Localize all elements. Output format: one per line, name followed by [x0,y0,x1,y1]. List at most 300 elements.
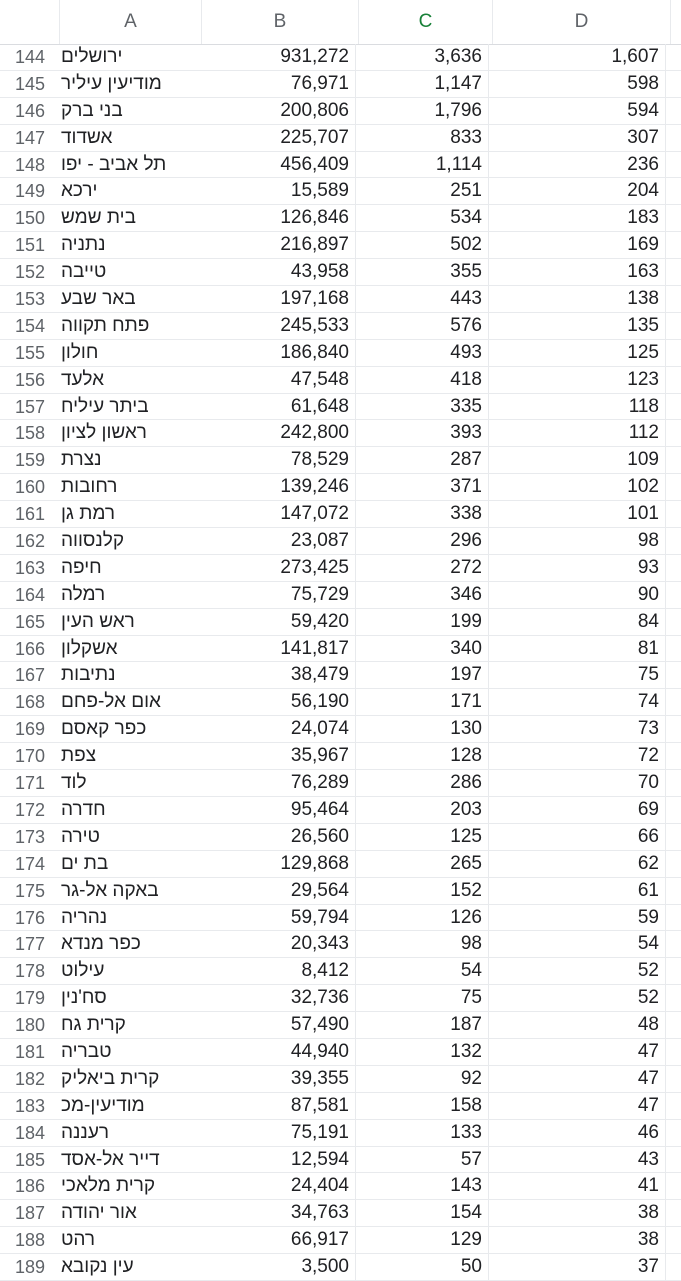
cell-c[interactable]: 187 [356,1012,489,1038]
row-number[interactable]: 175 [15,880,46,901]
cell-d[interactable]: 47 [489,1066,666,1092]
cell-c[interactable]: 346 [356,582,489,608]
row-number[interactable]: 183 [15,1095,46,1116]
cell-d[interactable]: 41 [489,1173,666,1199]
cell-e[interactable] [666,1120,681,1146]
cell-c[interactable]: 576 [356,313,489,339]
cell-c[interactable]: 203 [356,797,489,823]
cell-a[interactable]: קרית מלאכי [61,1175,156,1197]
cell-e[interactable] [666,985,681,1011]
cell-b[interactable]: 216,897 [200,232,356,258]
cell-a[interactable]: אשדוד [61,126,113,148]
cell-a[interactable]: ירכא [61,180,98,202]
cell-e[interactable] [666,662,681,688]
cell-e[interactable] [666,1200,681,1226]
cell-d[interactable]: 307 [489,125,666,151]
cell-a[interactable]: ראש העין [61,610,135,632]
cell-e[interactable] [666,205,681,231]
cell-d[interactable]: 61 [489,878,666,904]
cell-e[interactable] [666,71,681,97]
cell-b[interactable]: 66,917 [200,1227,356,1253]
cell-e[interactable] [666,178,681,204]
cell-b[interactable]: 57,490 [200,1012,356,1038]
cell-b[interactable]: 12,594 [200,1147,356,1173]
cell-d[interactable]: 66 [489,824,666,850]
cell-a[interactable]: כפר קאסם [61,718,147,740]
cell-a[interactable]: קרית גח [61,1014,126,1036]
cell-b[interactable]: 26,560 [200,824,356,850]
row-number[interactable]: 152 [15,262,46,283]
cell-b[interactable]: 76,971 [200,71,356,97]
cell-e[interactable] [666,555,681,581]
cell-c[interactable]: 130 [356,716,489,742]
row-number[interactable]: 146 [15,100,46,121]
cell-b[interactable]: 186,840 [200,340,356,366]
cell-a[interactable]: מודיעין-מכ [61,1094,145,1116]
table-row [0,689,681,716]
table-row [0,125,681,152]
cell-c[interactable]: 125 [356,824,489,850]
table-row [0,152,681,179]
row-number[interactable]: 174 [15,853,46,874]
cell-c[interactable]: 158 [356,1093,489,1119]
cell-b[interactable]: 197,168 [200,286,356,312]
cell-c[interactable]: 54 [356,958,489,984]
cell-d[interactable]: 47 [489,1039,666,1065]
cell-d[interactable]: 74 [489,689,666,715]
column-header-a[interactable]: A [60,0,202,44]
row-number[interactable]: 180 [15,1015,46,1036]
cell-a[interactable]: ביתר עיליח [61,395,149,417]
cell-d[interactable]: 98 [489,528,666,554]
cell-e[interactable] [666,1173,681,1199]
cell-d[interactable]: 37 [489,1254,666,1280]
cell-c[interactable]: 493 [356,340,489,366]
cell-b[interactable]: 8,412 [200,958,356,984]
cell-e[interactable] [666,878,681,904]
cell-c[interactable]: 286 [356,770,489,796]
cell-a[interactable]: רהט [61,1229,96,1251]
cell-d[interactable]: 47 [489,1093,666,1119]
cell-c[interactable]: 1,796 [356,98,489,124]
cell-b[interactable]: 129,868 [200,851,356,877]
cell-e[interactable] [666,636,681,662]
cell-a[interactable]: מודיעין עיליר [61,72,162,94]
cell-e[interactable] [666,152,681,178]
cell-a[interactable]: באקה אל-גר [61,879,159,901]
row-number[interactable]: 188 [15,1230,46,1251]
cell-e[interactable] [666,1066,681,1092]
cell-d[interactable]: 54 [489,931,666,957]
cell-a[interactable]: חיפה [61,556,102,578]
cell-b[interactable]: 61,648 [200,394,356,420]
cell-e[interactable] [666,689,681,715]
cell-d[interactable]: 43 [489,1147,666,1173]
column-header-bar [0,0,681,45]
cell-d[interactable]: 84 [489,609,666,635]
row-number[interactable]: 168 [15,692,46,713]
cell-b[interactable]: 39,355 [200,1066,356,1092]
cell-b[interactable]: 3,500 [200,1254,356,1280]
cell-b[interactable]: 47,548 [200,367,356,393]
cell-e[interactable] [666,98,681,124]
row-number[interactable]: 184 [15,1122,46,1143]
cell-b[interactable]: 34,763 [200,1200,356,1226]
cell-e[interactable] [666,582,681,608]
row-number[interactable]: 151 [15,235,46,256]
row-number[interactable]: 159 [15,450,46,471]
cell-b[interactable]: 20,343 [200,931,356,957]
cell-d[interactable]: 52 [489,985,666,1011]
row-number[interactable]: 147 [15,127,46,148]
row-number[interactable]: 177 [15,934,46,955]
cell-b[interactable]: 87,581 [200,1093,356,1119]
cell-c[interactable]: 143 [356,1173,489,1199]
table-row [0,1254,681,1281]
cell-a[interactable]: רחובות [61,476,118,498]
row-number[interactable]: 173 [15,826,46,847]
cell-d[interactable]: 112 [489,420,666,446]
cell-c[interactable]: 171 [356,689,489,715]
row-number[interactable]: 150 [15,208,46,229]
cell-d[interactable]: 169 [489,232,666,258]
cell-c[interactable]: 75 [356,985,489,1011]
cell-c[interactable]: 132 [356,1039,489,1065]
cell-c[interactable]: 340 [356,636,489,662]
row-number[interactable]: 189 [15,1257,46,1278]
cell-c[interactable]: 418 [356,367,489,393]
cell-a[interactable]: ראשון לציון [61,422,147,444]
cell-b[interactable]: 24,074 [200,716,356,742]
cell-b[interactable]: 35,967 [200,743,356,769]
cell-e[interactable] [666,1039,681,1065]
cell-a[interactable]: תל אביב - יפו [61,153,167,175]
cell-c[interactable]: 199 [356,609,489,635]
cell-c[interactable]: 1,147 [356,71,489,97]
cell-d[interactable]: 38 [489,1227,666,1253]
cell-b[interactable]: 273,425 [200,555,356,581]
row-number[interactable]: 156 [15,369,46,390]
cell-d[interactable]: 75 [489,662,666,688]
cell-c[interactable]: 128 [356,743,489,769]
cell-e[interactable] [666,851,681,877]
cell-c[interactable]: 335 [356,394,489,420]
cell-e[interactable] [666,447,681,473]
cell-c[interactable]: 98 [356,931,489,957]
cell-b[interactable]: 75,191 [200,1120,356,1146]
cell-d[interactable]: 236 [489,152,666,178]
cell-d[interactable]: 123 [489,367,666,393]
cell-e[interactable] [666,1227,681,1253]
table-row [0,582,681,609]
table-row [0,44,681,71]
cell-b[interactable]: 245,533 [200,313,356,339]
cell-e[interactable] [666,743,681,769]
cell-b[interactable]: 76,289 [200,770,356,796]
cell-b[interactable]: 29,564 [200,878,356,904]
row-number[interactable]: 179 [15,988,46,1009]
cell-b[interactable]: 141,817 [200,636,356,662]
cell-d[interactable]: 598 [489,71,666,97]
cell-e[interactable] [666,931,681,957]
row-number[interactable]: 167 [15,665,46,686]
row-number[interactable]: 148 [15,154,46,175]
table-row [0,259,681,286]
cell-d[interactable]: 62 [489,851,666,877]
column-header-c[interactable]: C [359,0,493,44]
cell-d[interactable]: 118 [489,394,666,420]
cell-d[interactable]: 38 [489,1200,666,1226]
cell-b[interactable]: 147,072 [200,501,356,527]
row-number[interactable]: 161 [15,504,46,525]
table-row [0,662,681,689]
cell-a[interactable]: צפת [61,745,97,767]
cell-a[interactable]: אום אל-פחם [61,691,161,713]
cell-d[interactable]: 102 [489,474,666,500]
cell-b[interactable]: 78,529 [200,447,356,473]
cell-a[interactable]: ירושלים [61,46,123,67]
cell-e[interactable] [666,420,681,446]
cell-e[interactable] [666,501,681,527]
cell-e[interactable] [666,367,681,393]
table-row [0,1200,681,1227]
cell-c[interactable]: 154 [356,1200,489,1226]
cell-b[interactable]: 59,420 [200,609,356,635]
cell-c[interactable]: 355 [356,259,489,285]
cell-a[interactable]: עילוט [61,960,105,982]
cell-d[interactable]: 72 [489,743,666,769]
cell-d[interactable]: 52 [489,958,666,984]
cell-e[interactable] [666,905,681,931]
table-row [0,1120,681,1147]
cell-e[interactable] [666,609,681,635]
cell-d[interactable]: 163 [489,259,666,285]
row-number[interactable]: 166 [15,638,46,659]
cell-d[interactable]: 46 [489,1120,666,1146]
cell-b[interactable]: 225,707 [200,125,356,151]
cell-b[interactable]: 32,736 [200,985,356,1011]
cell-b[interactable]: 43,958 [200,259,356,285]
select-all-corner[interactable] [0,0,60,44]
cell-e[interactable] [666,340,681,366]
row-number[interactable]: 185 [15,1149,46,1170]
cell-a[interactable]: עין נקובא [61,1256,134,1278]
cell-b[interactable]: 15,589 [200,178,356,204]
cell-e[interactable] [666,286,681,312]
row-number[interactable]: 153 [15,289,46,310]
row-number[interactable]: 162 [15,531,46,552]
cell-a[interactable]: דייר אל-אסד [61,1148,160,1170]
row-number[interactable]: 186 [15,1176,46,1197]
cell-e[interactable] [666,1254,681,1280]
cell-b[interactable]: 23,087 [200,528,356,554]
cell-e[interactable] [666,716,681,742]
cell-a[interactable]: נתיבות [61,664,116,686]
cell-e[interactable] [666,1093,681,1119]
cell-d[interactable]: 135 [489,313,666,339]
cell-e[interactable] [666,958,681,984]
cell-d[interactable]: 125 [489,340,666,366]
cell-b[interactable]: 126,846 [200,205,356,231]
cell-d[interactable]: 93 [489,555,666,581]
cell-e[interactable] [666,44,681,70]
cell-b[interactable]: 242,800 [200,420,356,446]
cell-c[interactable]: 833 [356,125,489,151]
cell-a[interactable]: חולון [61,341,99,363]
cell-d[interactable]: 48 [489,1012,666,1038]
cell-c[interactable]: 57 [356,1147,489,1173]
cell-a[interactable]: בת ים [61,852,109,874]
cell-c[interactable]: 393 [356,420,489,446]
cell-b[interactable]: 139,246 [200,474,356,500]
cell-a[interactable]: סח'נין [61,987,107,1009]
cell-a[interactable]: אלעד [61,368,105,390]
cell-a[interactable]: אור יהודה [61,1202,137,1224]
cell-a[interactable]: קלנסווה [61,530,125,552]
cell-a[interactable]: כפר מנדא [61,933,141,955]
row-number[interactable]: 154 [15,315,46,336]
cell-a[interactable]: רמלה [61,583,106,605]
cell-b[interactable]: 59,794 [200,905,356,931]
cell-e[interactable] [666,1012,681,1038]
cell-a[interactable]: רעננה [61,1121,110,1143]
cell-d[interactable]: 73 [489,716,666,742]
cell-e[interactable] [666,824,681,850]
cell-d[interactable]: 109 [489,447,666,473]
cell-e[interactable] [666,528,681,554]
cell-d[interactable]: 70 [489,770,666,796]
table-row [0,286,681,313]
cell-d[interactable]: 204 [489,178,666,204]
cell-c[interactable]: 371 [356,474,489,500]
cell-d[interactable]: 90 [489,582,666,608]
row-number[interactable]: 172 [15,799,46,820]
cell-d[interactable]: 183 [489,205,666,231]
row-number[interactable]: 187 [15,1203,46,1224]
cell-a[interactable]: בני ברק [61,99,123,121]
cell-c[interactable]: 534 [356,205,489,231]
cell-b[interactable]: 24,404 [200,1173,356,1199]
cell-c[interactable]: 3,636 [356,44,489,70]
cell-c[interactable]: 1,114 [356,152,489,178]
cell-c[interactable]: 126 [356,905,489,931]
cell-a[interactable]: נתניה [61,234,106,256]
cell-a[interactable]: טבריה [61,1040,112,1062]
cell-b[interactable]: 95,464 [200,797,356,823]
table-row [0,958,681,985]
column-header-e[interactable] [671,0,681,44]
row-number[interactable]: 182 [15,1068,46,1089]
cell-e[interactable] [666,313,681,339]
cell-e[interactable] [666,1147,681,1173]
cell-e[interactable] [666,770,681,796]
cell-c[interactable]: 272 [356,555,489,581]
cell-a[interactable]: בית שמש [61,207,136,229]
cell-c[interactable]: 443 [356,286,489,312]
cell-d[interactable]: 69 [489,797,666,823]
cell-e[interactable] [666,125,681,151]
cell-a[interactable]: חדרה [61,798,106,820]
cell-e[interactable] [666,474,681,500]
row-number[interactable]: 160 [15,477,46,498]
cell-c[interactable]: 50 [356,1254,489,1280]
cell-c[interactable]: 502 [356,232,489,258]
cell-c[interactable]: 338 [356,501,489,527]
column-header-d[interactable]: D [493,0,671,44]
cell-a[interactable]: נצרת [61,449,102,471]
cell-a[interactable]: נהריה [61,906,108,928]
table-row [0,98,681,125]
table-row [0,743,681,770]
cell-a[interactable]: טירה [61,825,100,847]
cell-b[interactable]: 38,479 [200,662,356,688]
cell-d[interactable]: 1,607 [489,44,666,70]
row-number[interactable]: 169 [15,719,46,740]
cell-c[interactable]: 265 [356,851,489,877]
cell-a[interactable]: קרית ביאליק [61,1067,160,1089]
cell-e[interactable] [666,232,681,258]
table-row [0,878,681,905]
row-number[interactable]: 145 [15,73,46,94]
cell-d[interactable]: 101 [489,501,666,527]
row-number[interactable]: 149 [15,181,46,202]
cell-c[interactable]: 129 [356,1227,489,1253]
row-number[interactable]: 171 [15,773,46,794]
cell-b[interactable]: 200,806 [200,98,356,124]
cell-a[interactable]: טייבה [61,261,107,283]
cell-b[interactable]: 44,940 [200,1039,356,1065]
cell-e[interactable] [666,797,681,823]
cell-a[interactable]: לוד [61,772,87,794]
row-number[interactable]: 163 [15,557,46,578]
row-number[interactable]: 157 [15,396,46,417]
cell-d[interactable]: 594 [489,98,666,124]
cell-e[interactable] [666,259,681,285]
table-row [0,851,681,878]
cell-b[interactable]: 56,190 [200,689,356,715]
row-number[interactable]: 181 [15,1041,46,1062]
cell-a[interactable]: באר שבע [61,288,136,310]
row-number[interactable]: 158 [15,423,46,444]
cell-b[interactable]: 456,409 [200,152,356,178]
cell-c[interactable]: 152 [356,878,489,904]
cell-b[interactable]: 75,729 [200,582,356,608]
row-number[interactable]: 176 [15,907,46,928]
cell-c[interactable]: 92 [356,1066,489,1092]
row-number[interactable]: 144 [15,47,46,67]
cell-a[interactable]: פתח תקווה [61,314,150,336]
cell-d[interactable]: 81 [489,636,666,662]
column-header-b[interactable]: B [202,0,359,44]
cell-e[interactable] [666,394,681,420]
cell-d[interactable]: 138 [489,286,666,312]
cell-c[interactable]: 197 [356,662,489,688]
cell-c[interactable]: 287 [356,447,489,473]
table-row [0,1066,681,1093]
cell-a[interactable]: רמת גן [61,503,116,525]
row-number[interactable]: 165 [15,611,46,632]
row-number[interactable]: 178 [15,961,46,982]
row-number[interactable]: 164 [15,584,46,605]
cell-a[interactable]: אשקלון [61,637,118,659]
cell-d[interactable]: 59 [489,905,666,931]
cell-b[interactable]: 931,272 [200,44,356,70]
row-number[interactable]: 170 [15,746,46,767]
cell-c[interactable]: 251 [356,178,489,204]
cell-c[interactable]: 296 [356,528,489,554]
row-number[interactable]: 155 [15,342,46,363]
cell-c[interactable]: 133 [356,1120,489,1146]
